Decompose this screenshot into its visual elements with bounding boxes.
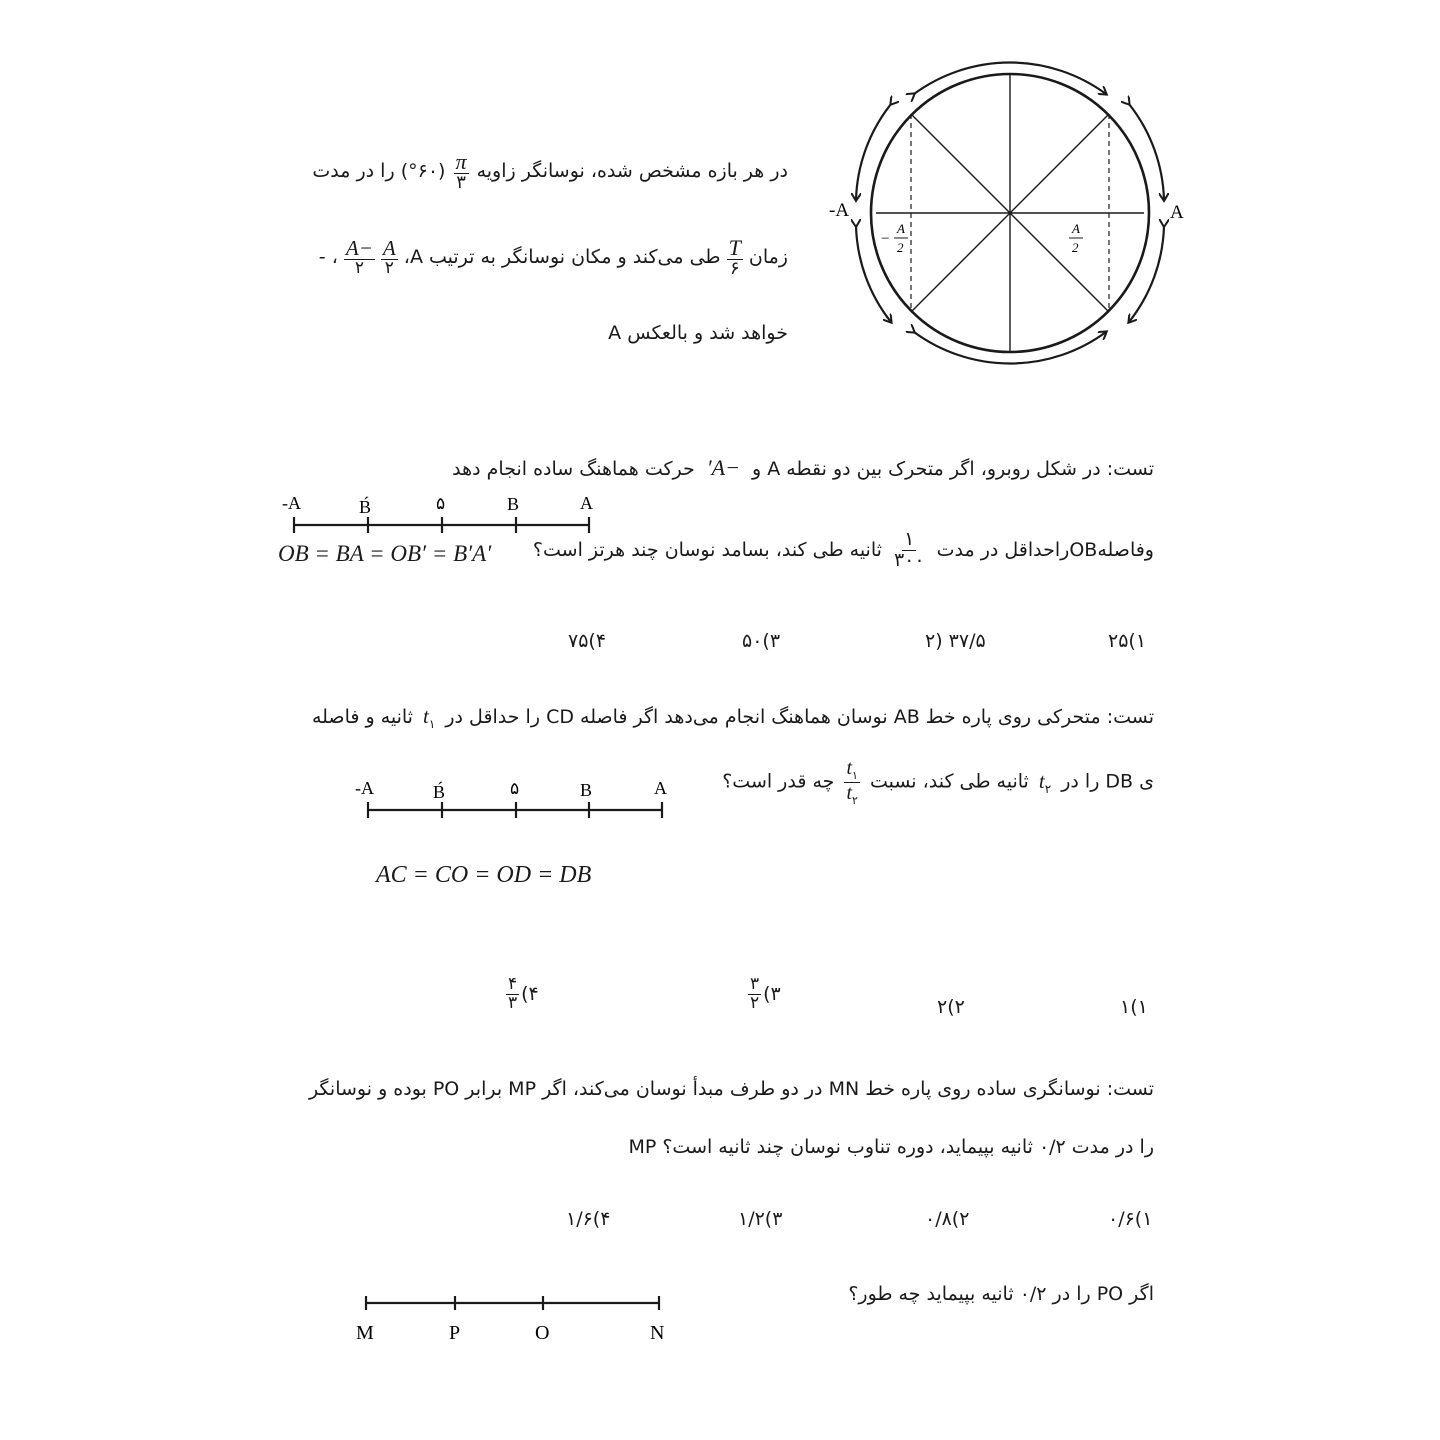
position-half: $\frac{A}{۲}$	[382, 236, 396, 279]
reference-circle-diagram	[825, 55, 1195, 375]
q2-option-3[interactable]: $\frac{۳}{۲}$ (۳	[750, 974, 781, 1013]
q3-axis-label-O: O	[535, 1322, 550, 1344]
q1-line-2: وفاصلهOBراحداقل در مدت $\frac{۱}{۳۰۰}$ ثانیه طی کند، بسامد نوسان چند هرتز است؟	[532, 528, 1154, 571]
q1-option-3[interactable]: ۵۰(۳	[742, 630, 781, 652]
q3-option-1[interactable]: ۰/۶(۱	[1108, 1208, 1153, 1230]
q2-axis-label-B-prime: B́	[433, 782, 446, 802]
q1-equation: OB = BA = OB′ = B′A′	[278, 541, 492, 566]
circle-label-left: -A	[829, 200, 850, 221]
q3-line-2: MP را در مدت ۰/۲ ثانیه بپیماید، دوره تناوب نوسان چند ثانیه است؟	[628, 1136, 1154, 1158]
intro-line1-text: در هر بازه مشخص شده، نوسانگر زاویه	[476, 159, 788, 182]
q1-option-1[interactable]: ۲۵(۱	[1108, 630, 1147, 652]
inner-left-num: A	[897, 221, 905, 236]
q3-axis-label-P: P	[449, 1322, 461, 1344]
q2-equation: AC = CO = OD = DB	[376, 862, 592, 888]
q2-axis-label-A: A	[654, 778, 667, 798]
intro-line1-tail: را در مدت	[312, 159, 395, 182]
q2-line-1: تست: متحرکی روی پاره خط AB نوسان هماهنگ انجام می‌دهد اگر فاصله CD را حداقل در $t_۱$ ثانیه و فاصله	[311, 704, 1154, 732]
q1-axis-label-origin: ۵	[436, 494, 446, 513]
q3-option-2[interactable]: ۰/۸(۲	[925, 1208, 970, 1230]
q2-ratio-fraction: $\frac{t_۱}{t_۲}$	[846, 757, 858, 807]
inner-left-sign: −	[881, 231, 890, 247]
position-neg-half: $\frac{-A}{۲}$	[345, 236, 373, 279]
q3-number-line	[345, 1290, 685, 1350]
q2-line-2: ی DB را در $t_۲$ ثانیه طی کند، نسبت $\frac{t_۱}{t_۲}$ چه قدر است؟	[722, 757, 1154, 807]
angle-degrees: (۶۰°)	[400, 159, 446, 182]
intro-line-1	[268, 150, 788, 210]
intro-line-3: A خواهد شد و بالعکس	[608, 322, 788, 344]
q2-option-4[interactable]: $\frac{۴}{۳}$ (۴	[508, 974, 539, 1013]
intro-line2-text: طی می‌کند و مکان نوسانگر به ترتیب	[428, 245, 721, 268]
intro-line2-tail: ، -	[318, 245, 338, 268]
q1-axis-label-A: A	[580, 493, 593, 513]
time-fraction: $\frac{T}{۶}$	[728, 235, 741, 280]
q2-t2: $t_۲$	[1038, 768, 1052, 796]
q3-line-1: تست: نوسانگری ساده روی پاره خط MN در دو طرف مبدأ نوسان می‌کند، اگر MP برابر PO بوده و نوسانگر	[308, 1078, 1154, 1100]
q3-followup: اگر PO را در ۰/۲ ثانیه بپیماید چه طور؟	[848, 1283, 1154, 1305]
intro-line-2	[268, 236, 788, 296]
q3-option-3[interactable]: ۱/۲(۳	[738, 1208, 783, 1230]
q2-option-1[interactable]: ۱(۱	[1120, 996, 1148, 1018]
q1-option-4[interactable]: ۷۵(۴	[568, 630, 607, 652]
q1-math-neg-A-prime: −A′	[706, 455, 740, 480]
q1-line-1: تست: در شکل روبرو، اگر متحرک بین دو نقطه A و −A′ حرکت هماهنگ ساده انجام دهد	[452, 455, 1154, 480]
q1-axis-label-B-prime: B́	[359, 497, 372, 517]
inner-left-den: 2	[897, 240, 904, 255]
q1-time-fraction: $\frac{۱}{۳۰۰}$	[893, 528, 925, 571]
q1-option-2[interactable]: ۲) ۳۷/۵	[925, 630, 986, 652]
q2-axis-label-B: B	[580, 780, 593, 800]
circle-label-right: A	[1170, 202, 1184, 223]
q3-axis-label-N: N	[650, 1322, 665, 1344]
q1-axis-label-B: B	[507, 494, 520, 514]
q1-axis-label-neg-A: -A	[282, 493, 301, 513]
q2-axis-label-neg-A: -A	[355, 778, 374, 798]
q3-option-4[interactable]: ۱/۶(۴	[566, 1208, 611, 1230]
position-A: A،	[403, 245, 423, 268]
q2-number-line	[350, 770, 680, 820]
q2-option-2[interactable]: ۲(۲	[937, 996, 965, 1018]
angle-fraction: $\frac{\pi}{۳}$	[455, 149, 467, 194]
q2-axis-label-origin: ۵	[510, 779, 520, 798]
q2-t1: $t_۱$	[423, 704, 436, 732]
intro-line2-head: زمان	[748, 245, 788, 268]
inner-right-num: A	[1072, 221, 1080, 236]
circle-axes	[876, 74, 1144, 352]
inner-right-den: 2	[1072, 240, 1079, 255]
q3-axis-label-M: M	[356, 1322, 374, 1344]
